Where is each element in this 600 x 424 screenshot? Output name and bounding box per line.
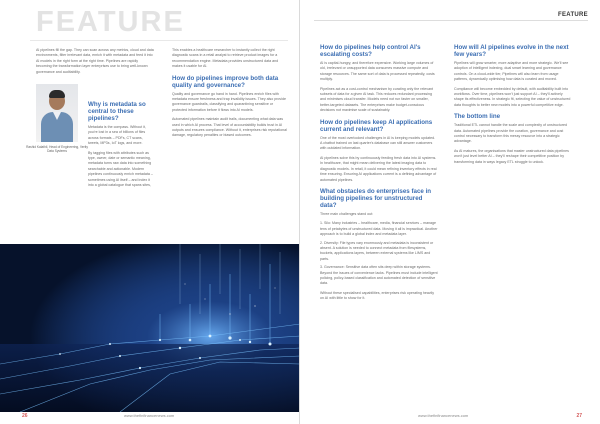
heading-control-costs: How do pipelines help control AI's escalating costs? — [320, 44, 421, 58]
list-item: 3. Governance: Sensitive data often sits deep within storage systems. Beyond the issues of convenience lacks. Pipelines must include intelligent policing, policy-based classification and automated detection of sensitive data. — [320, 265, 438, 286]
heading-metadata-central: Why is metadata so central to these pipelines? — [88, 101, 146, 122]
section-tag: FEATURE — [558, 12, 588, 18]
left-column-2 — [172, 48, 288, 143]
hero-image — [0, 244, 300, 412]
col2-paragraph-1: This enables a healthcare researcher to instantly collect the right diagnostic scans in a retail analyst to retrieve product images for a recommendation engine. Metadata provides unstructured data and makes it usable for AI. — [172, 48, 279, 69]
heading-obstacles: What obstacles do enterprises face in building pipelines for unstructured data? — [320, 187, 432, 209]
author-photo — [36, 84, 78, 142]
obstacles-list — [320, 221, 438, 286]
obstacles-closing: Without these specialised capabilities, enterprises risk operating heavily on AI with little to show for it. — [320, 290, 435, 301]
heading-quality-governance: How do pipelines improve both data quality and governance? — [172, 74, 279, 89]
right-page — [300, 0, 600, 424]
current-paragraph-2: AI pipelines solve this by continuously feeding fresh data into AI systems. In healthcare, that might mean delivering the latest imaging data to diagnostic models. In retail, it could mean refining inventory effects in real time ensuring. Ensuring AI applications current is a defining advantage of automated pipelines. — [320, 155, 437, 182]
costs-paragraph-2: Pipelines act as a cost-control mechanism by curating only the relevant subsets of data for a given AI task. This reduces redundant processing and minimises cloud transfer. Models need not run faster on smaller, better-targeted datasets. The enterprises make budget-conscious decisions not maximise scale of sustainably. — [320, 86, 434, 113]
metadata-paragraph-2: By tagging files with attributes such as type, owner, date or semantic meaning, metadata turns raw data into something searchable and actionable. Modern pipelines continuously enrich metadata – sometimes using AI itself – and index it into a global catalogue that spans sites, — [88, 150, 153, 188]
photo-caption: Rashid Kalathil, Head of Engineering, Verity Data Systems — [26, 145, 88, 154]
intro-paragraph: AI pipelines fill the gap. They can scan across any metrics, cloud and data environments, filter irrelevant data, enrich it with metadata and feed it into AI models in the right form at the right time. Pipelines are rapidly becoming the transformation layer enterprises use to bring well-known governance and auditability. — [36, 48, 154, 74]
list-item: 1. Silo: Many industries – healthcare, media, financial services – manage tens of petabytes of unstructured data. Moving it all is impractical. Another approach is to build a global index and metadata layer. — [320, 221, 438, 237]
evolve-paragraph-1: Pipelines will grow smarter, more adaptive and more strategic. We'll see adoption of intelligent indexing, dual smart learning and governance controls. On a cloud-wide tier, Pipelines will also learn from usage patterns, dynamically optimising how data is curated and moved. — [454, 61, 569, 82]
heading-keep-current: How do pipelines keep AI applications current and relevant? — [320, 118, 433, 133]
right-page-number: 27 — [576, 413, 582, 419]
evolve-paragraph-2: Compliance will become embedded by default, with auditability built into workflows. Over time, pipelines won't just support AI – they'll actively shape its effectiveness. In strategic fit, selecting the value of unstructured data thoughts to better new models into a powerful competitive edge. — [454, 86, 571, 107]
left-column-1b — [88, 96, 154, 192]
circuit-network-illustration — [0, 244, 300, 412]
left-footer-url: www.thefinfinancenews.com — [124, 413, 175, 418]
metadata-paragraph-1: Metadata is the compass. Without it, you're lost in a sea of billions of files across formats – PDFs, CT scans, tweets, MP3s, IoT logs, and more. — [88, 125, 146, 146]
obstacles-intro: Three main challenges stand out: — [320, 211, 374, 216]
section-tag-rule — [314, 20, 588, 21]
heading-bottom-line: The bottom line — [454, 113, 501, 121]
col2-paragraph-2: Quality and governance go hand in hand. Pipelines enrich files with metadata ensure freshness and trap invalidity issues. They also provide governance guardrails, classifying and quarantining sensitive or protected information before it flows into AI models. — [172, 91, 286, 112]
bottom-line-paragraph-2: As AI matures, the organisations that master unstructured data pipelines won't just level better AI – they'll reshape their competitive position by transforming data in ways legacy ETL struggle to unlock. — [454, 148, 569, 164]
current-paragraph-1: One of the most overlooked challenges in AI is keeping models updated. A chatbot trained on last quarter's database can still answer customers with outdated information. — [320, 135, 436, 151]
right-column-1 — [320, 44, 438, 306]
bottom-line-paragraph-1: Traditional ETL cannot handle the scale and complexity of unstructured data. Automated pipelines provide the curation, governance and cost control necessary to transform this messy resource into a strategic advantage. — [454, 123, 568, 144]
costs-paragraph-1: AI is capital-hungry, and therefore expensive. Working large volumes of old, irrelevant or unsupported data consumes massive compute and storage resources. The same sort of data is processed repeatedly, costs multiply. — [320, 61, 435, 82]
col2-paragraph-3: Automated pipelines maintain audit trails, documenting what data was used in which AI process. That level of accountability builds trust in AI outputs and ensures compliance. Without it, enterprises risk reputational damage, regulatory penalties or biased outcomes. — [172, 117, 287, 138]
left-column-1 — [36, 48, 154, 79]
right-footer-url: www.thefinfinancenews.com — [418, 413, 469, 418]
photo-hair — [49, 90, 65, 98]
heading-evolve: How will AI pipelines evolve in the next few years? — [454, 44, 569, 58]
feature-rule — [30, 40, 288, 41]
left-page-number: 26 — [22, 413, 28, 419]
list-item: 2. Diversity: File types vary enormously and metadata is inconsistent or absent. A solution is needed to connect metadata from filesystems, buckets, applications layers, between external systems like LIMS and parts. — [320, 240, 434, 261]
right-column-2 — [454, 44, 572, 169]
feature-title: FEATURE — [36, 6, 185, 38]
